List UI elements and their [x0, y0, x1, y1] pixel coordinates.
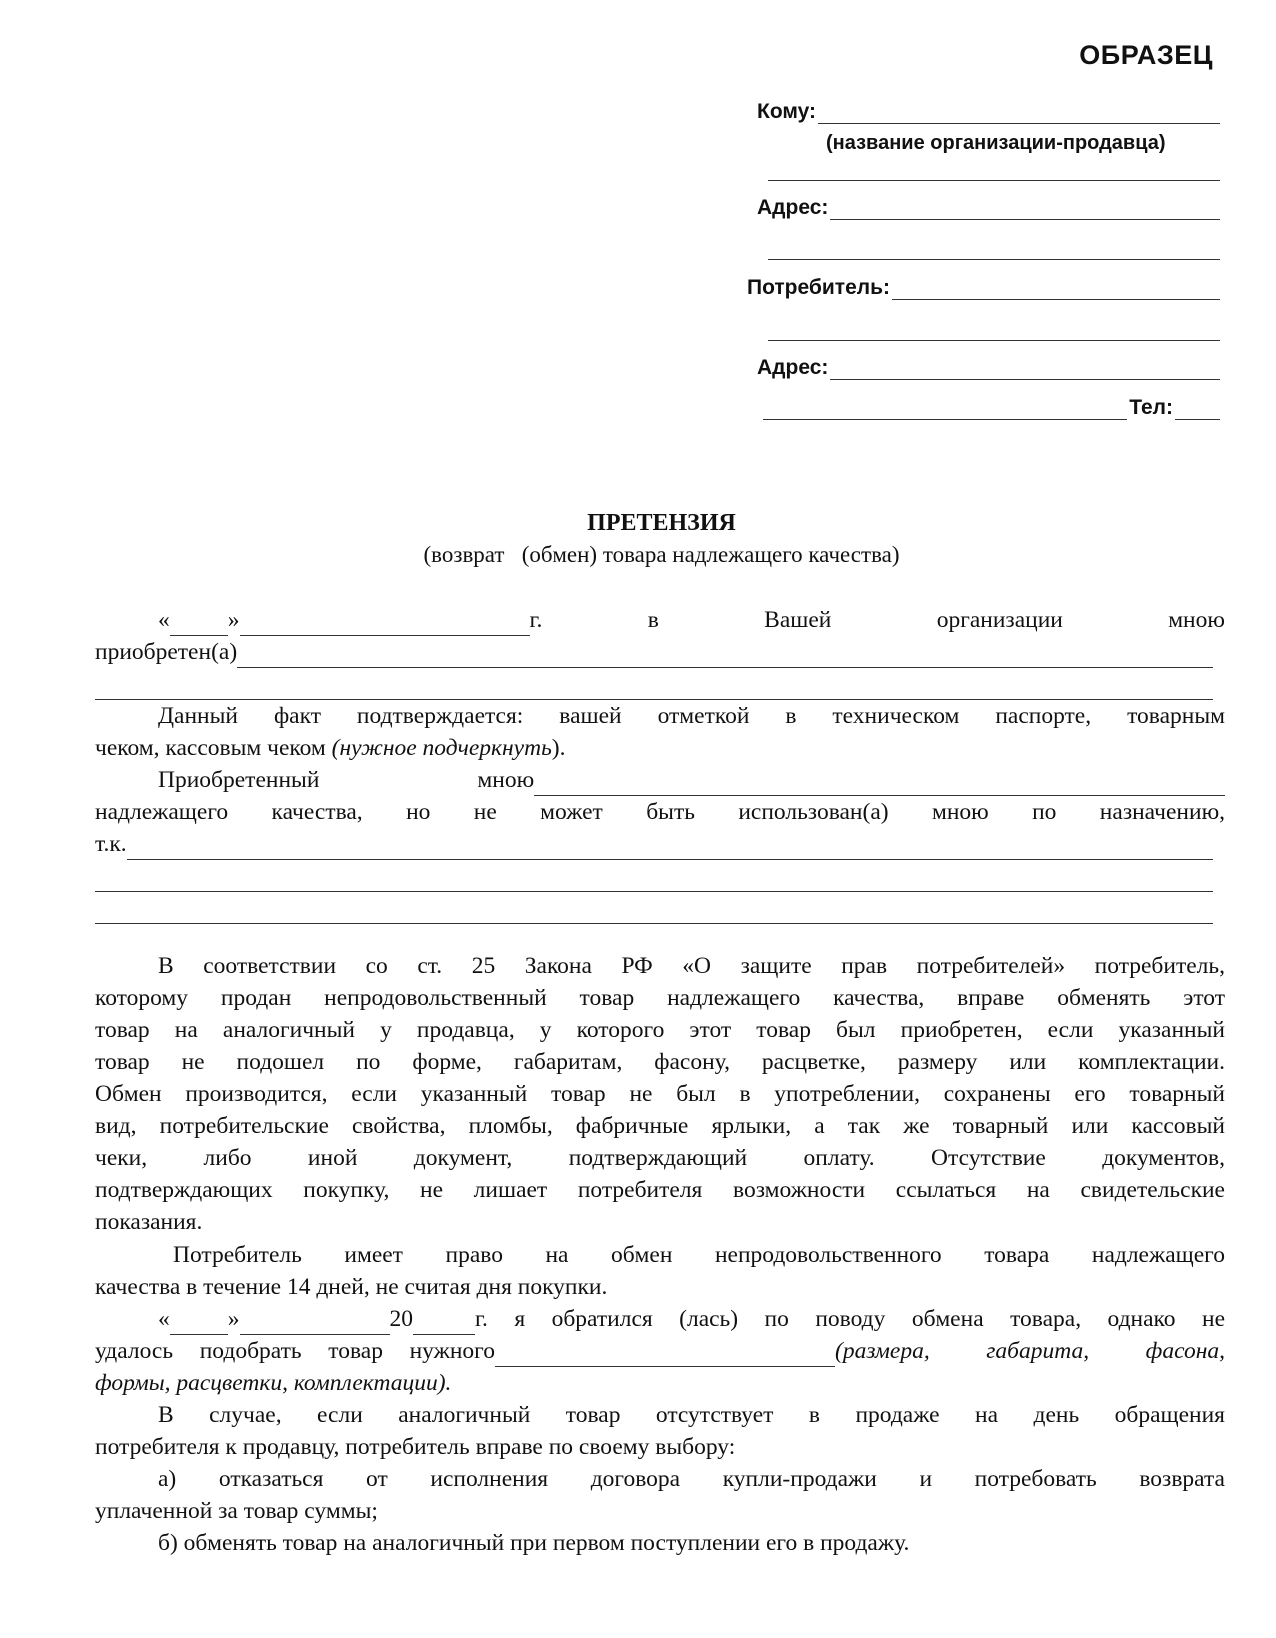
- phone-blank[interactable]: [1175, 399, 1220, 420]
- consumer-label: Потребитель:: [747, 276, 891, 299]
- consumer-blank-line-2[interactable]: [768, 340, 1220, 341]
- purchase-month-year-blank[interactable]: [240, 613, 530, 636]
- consumer-address-blank[interactable]: [830, 359, 1220, 380]
- absent-goods-paragraph: В случае, если аналогичный товар отсутствует в продаже на день обращения потребителя к продавцу, потребитель вправе по своему выбору:: [95, 1402, 1225, 1460]
- recipient-address-field[interactable]: [757, 196, 1220, 220]
- phone-row[interactable]: [763, 396, 1220, 420]
- document-title: ПРЕТЕНЗИЯ: [587, 510, 736, 536]
- underline-hint: (нужное подчеркнуть: [331, 735, 552, 761]
- appeal-paragraph: « » 20 г. я обратился (лась) по поводу обмена товара, однако не удалось подобрать товар нужного (размера, габарита, фасона, формы, расцветки, комплектации).: [95, 1306, 1225, 1396]
- consumer-field[interactable]: [747, 276, 1220, 300]
- recipient-address-line-2[interactable]: [768, 259, 1220, 260]
- purchased-label: приобретен(а): [95, 639, 238, 665]
- reason-paragraph: Приобретенный мною надлежащего качества, но не может быть использован(а) мною по назначению, т.к.: [95, 764, 1225, 924]
- consumer-address-label: Адрес:: [757, 356, 829, 379]
- recipient-address-label: Адрес:: [757, 196, 829, 219]
- option-a: а) отказаться от исполнения договора купли-продажи и потребовать возврата: [158, 1466, 1225, 1492]
- exchange-period-paragraph: Потребитель имеет право на обмен непродовольственного товара надлежащего качества в течение 14 дней, не считая дня покупки.: [95, 1242, 1225, 1300]
- appeal-month-blank[interactable]: [240, 1312, 390, 1335]
- sample-stamp: ОБРАЗЕЦ: [1079, 40, 1213, 70]
- consumer-blank[interactable]: [892, 279, 1220, 300]
- document-subtitle: (возврат (обмен) товара надлежащего качества): [423, 542, 900, 567]
- recipient-address-blank[interactable]: [830, 199, 1220, 220]
- product-name-blank[interactable]: [237, 645, 1213, 668]
- recipient-field[interactable]: [757, 100, 1220, 124]
- appeal-year-blank[interactable]: [413, 1312, 475, 1335]
- law-paragraph: В соответствии со ст. 25 Закона РФ «О защите прав потребителей» потребитель, которому продан непродовольственный товар надлежащего качества, вправе обменять этот товар на аналогичный у продавца, у которого этот товар был приобретен, если указанный товар не подошел по форме, габаритам, фасону, расцветке, размеру или комплектации. Обмен производится, если указанный товар не был в употреблении, сохранены его товарный вид, потребительские свойства, пломбы, фабричные ярлыки, а так же товарный или кассовый чеки, либо иной документ, подтверждающий оплату. Отсутствие документов, подтверждающих покупку, не лишает потребителя возможности ссылаться на свидетельские показания.: [95, 953, 1225, 1235]
- purchase-paragraph: « » г. в Вашей организации мною приобретен(а): [95, 604, 1225, 700]
- purchase-day-blank[interactable]: [170, 613, 228, 636]
- recipient-label: Кому:: [757, 100, 817, 123]
- required-parameter-blank[interactable]: [495, 1344, 835, 1367]
- consumer-address-line-2[interactable]: [763, 399, 1127, 420]
- consumer-address-field[interactable]: [757, 356, 1220, 380]
- recipient-blank[interactable]: [818, 103, 1220, 124]
- appeal-day-blank[interactable]: [170, 1312, 228, 1335]
- phone-label: Тел:: [1129, 396, 1173, 419]
- product-blank[interactable]: [534, 773, 1225, 796]
- reason-blank-2[interactable]: [95, 869, 1213, 892]
- option-b: б) обменять товар на аналогичный при первом поступлении его в продажу.: [158, 1530, 910, 1556]
- reason-blank-3[interactable]: [95, 901, 1213, 924]
- recipient-hint: (название организации-продавца): [826, 132, 1166, 154]
- recipient-blank-line-2[interactable]: [768, 180, 1220, 181]
- reason-blank[interactable]: [127, 837, 1213, 860]
- product-name-blank-2[interactable]: [95, 677, 1213, 700]
- proof-paragraph: Данный факт подтверждается: вашей отметкой в техническом паспорте, товарным чеком, кассовым чеком (нужное подчеркнуть ).: [95, 700, 1225, 764]
- consumer-options: а) отказаться от исполнения договора купли-продажи и потребовать возврата уплаченной за товар суммы; б) обменять товар на аналогичный при первом поступлении его в продажу.: [95, 1463, 1225, 1559]
